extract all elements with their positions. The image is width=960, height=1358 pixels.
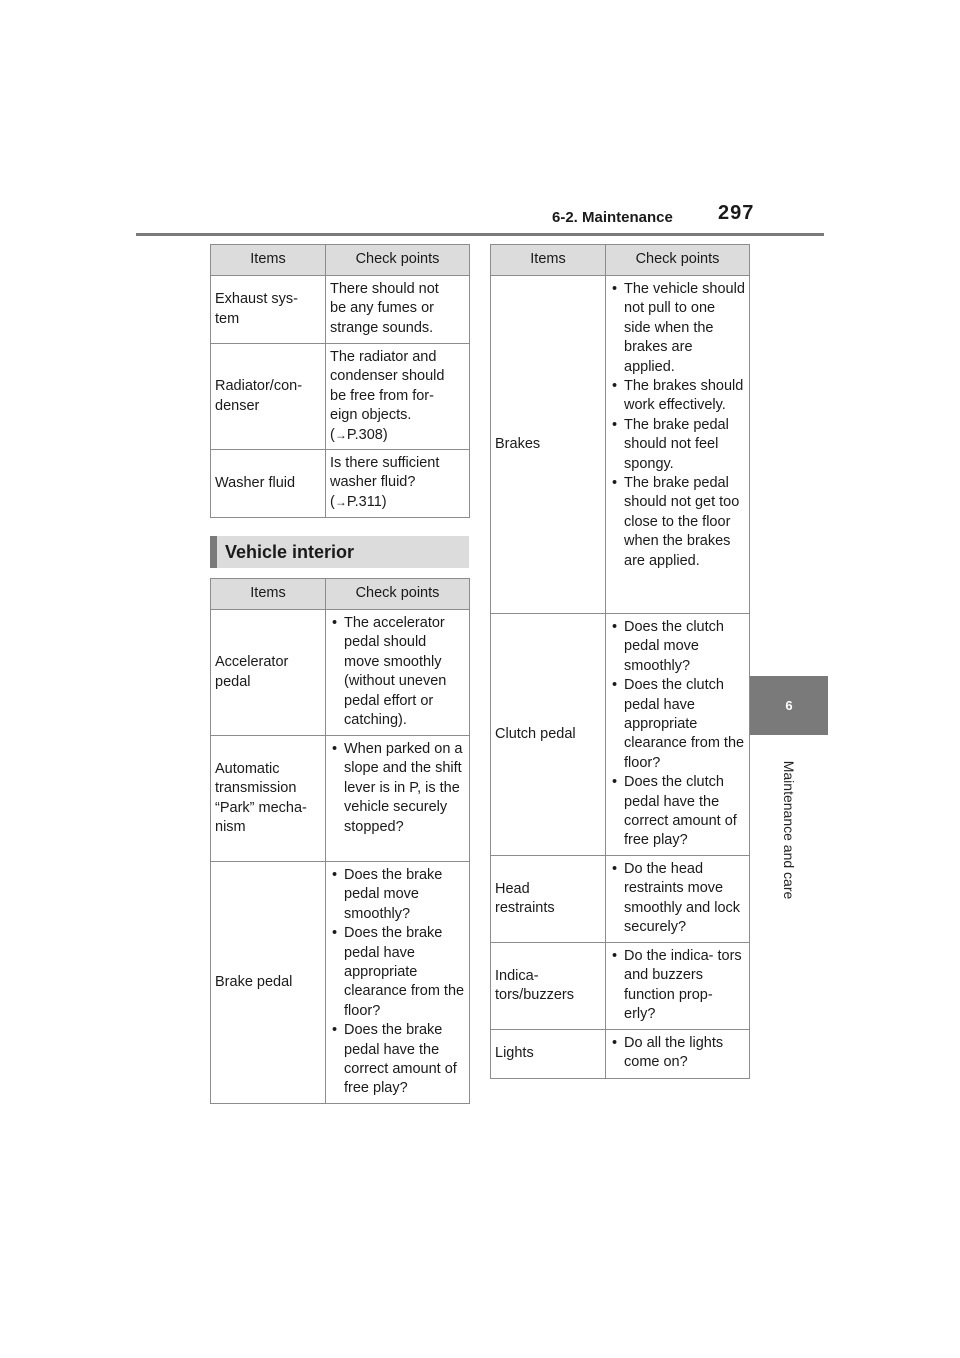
check-bullet: • When parked on a slope and the shift lever is in P, is the vehicle securely stopped?	[330, 740, 465, 837]
check-bullet: • Does the clutch pedal move smoothly?	[610, 618, 745, 676]
check-cell	[326, 610, 470, 736]
check-text: There should not be any fumes or strange sounds.	[330, 281, 439, 336]
item-cell: Indica- tors/buzzers	[491, 943, 606, 1030]
check-bullet: • The brake pedal should not feel spongy.	[610, 416, 745, 474]
column-header-check-points: Check points	[606, 245, 750, 276]
table-row	[491, 1030, 750, 1079]
item-cell: Exhaust sys- tem	[211, 276, 326, 344]
page-reference[interactable]: (→P.311)	[330, 493, 387, 510]
item-cell: Automatic transmission “Park” mecha- nism	[211, 736, 326, 862]
check-bullet: • The brakes should work effectively.	[610, 377, 745, 416]
item-cell: Clutch pedal	[491, 614, 606, 856]
interior-checklist-table-continued	[490, 244, 750, 1079]
table-header-row	[211, 245, 470, 276]
table-row	[211, 862, 470, 1104]
chapter-number: 6	[785, 698, 793, 713]
table-row	[491, 614, 750, 856]
table-row	[211, 276, 470, 344]
check-cell	[606, 614, 750, 856]
check-cell	[326, 276, 470, 344]
column-header-items: Items	[211, 245, 326, 276]
chapter-tab	[750, 676, 828, 735]
item-cell: Washer fluid	[211, 450, 326, 518]
table-header-row	[211, 579, 470, 610]
check-cell	[606, 943, 750, 1030]
check-text: The radiator and condenser should be free from for- eign objects.	[330, 349, 445, 424]
column-header-check-points: Check points	[326, 245, 470, 276]
chapter-label: Maintenance and care	[781, 760, 797, 900]
item-cell: Radiator/con- denser	[211, 344, 326, 450]
table-header-row	[491, 245, 750, 276]
check-bullet: • Does the brake pedal have the correct amount of free play?	[330, 1021, 465, 1099]
check-cell	[326, 450, 470, 518]
check-bullet: • The accelerator pedal should move smoothly (without uneven pedal effort or catching).	[330, 614, 465, 730]
check-bullet: • Do the head restraints move smoothly and lock securely?	[610, 860, 745, 938]
table-row	[491, 943, 750, 1030]
arrow-right-icon: →	[334, 494, 347, 509]
check-cell	[606, 1030, 750, 1079]
page-number: 297	[718, 202, 755, 224]
check-bullet: • The brake pedal should not get too close to the floor when the brakes are applied.	[610, 474, 745, 571]
section-heading: 6-2. Maintenance	[552, 209, 673, 226]
check-cell	[606, 276, 750, 614]
check-cell	[326, 736, 470, 862]
column-header-items: Items	[211, 579, 326, 610]
header-divider	[136, 233, 824, 236]
check-text: Is there sufficient washer fluid?	[330, 455, 440, 491]
check-cell	[606, 856, 750, 943]
section-title: Vehicle interior	[210, 536, 469, 568]
item-cell: Accelerator pedal	[211, 610, 326, 736]
item-cell: Brake pedal	[211, 862, 326, 1104]
check-bullet: • Does the brake pedal move smoothly?	[330, 866, 465, 924]
interior-checklist-table	[210, 578, 470, 1104]
check-bullet: • Does the clutch pedal have appropriate clearance from the floor?	[610, 676, 745, 773]
table-row	[211, 610, 470, 736]
check-bullet: • Do all the lights come on?	[610, 1034, 745, 1073]
check-cell	[326, 862, 470, 1104]
table-row	[491, 276, 750, 614]
item-cell: Lights	[491, 1030, 606, 1079]
column-header-check-points: Check points	[326, 579, 470, 610]
check-bullet: • Do the indica- tors and buzzers function prop- erly?	[610, 947, 745, 1025]
check-bullet: • The vehicle should not pull to one side when the brakes are applied.	[610, 280, 745, 377]
page-reference[interactable]: (→P.308)	[330, 426, 388, 443]
column-header-items: Items	[491, 245, 606, 276]
table-row	[211, 450, 470, 518]
check-bullet: • Does the brake pedal have appropriate clearance from the floor?	[330, 924, 465, 1021]
table-row	[211, 344, 470, 450]
table-row	[211, 736, 470, 862]
arrow-right-icon: →	[334, 427, 347, 442]
check-cell	[326, 344, 470, 450]
table-row	[491, 856, 750, 943]
engine-checklist-table	[210, 244, 470, 518]
item-cell: Head restraints	[491, 856, 606, 943]
item-cell: Brakes	[491, 276, 606, 614]
check-bullet: • Does the clutch pedal have the correct amount of free play?	[610, 773, 745, 851]
